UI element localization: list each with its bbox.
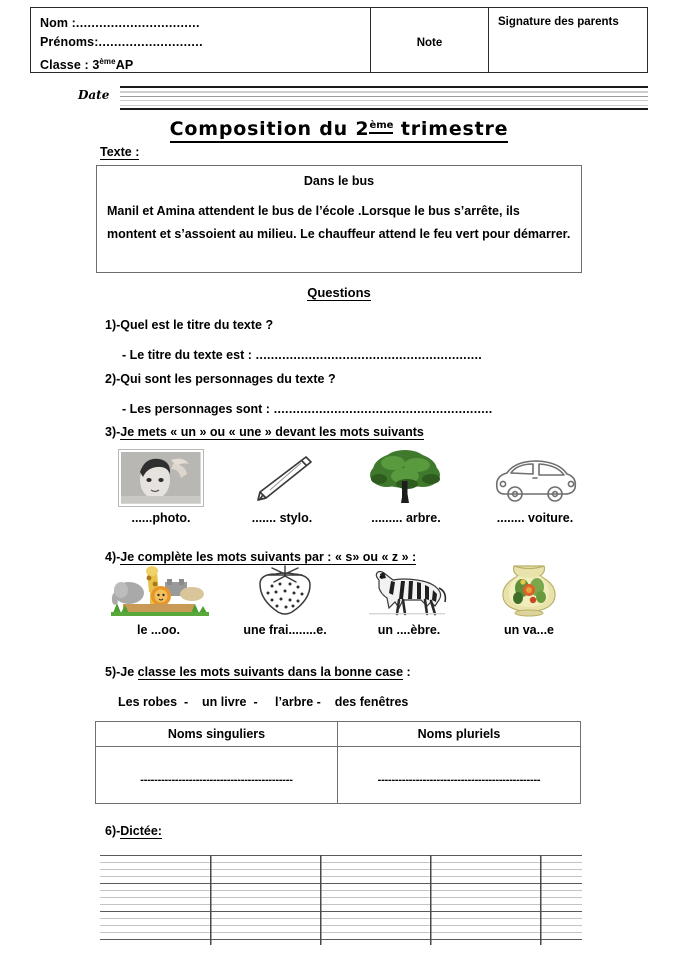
prenoms-label: Prénoms: (40, 35, 99, 49)
reading-text-title: Dans le bus (303, 174, 375, 188)
exercise-4-label-zoo[interactable]: le ...oo. (136, 623, 181, 637)
signature-label: Signature des parents (498, 16, 619, 28)
question-6-text: Dictée: (120, 824, 162, 838)
title-part2: trimestre (393, 118, 508, 143)
strawberry-image (246, 560, 324, 618)
exercise-3-label-photo[interactable]: ......photo. (131, 511, 191, 525)
question-5-colon: : (403, 665, 411, 679)
nom-dots[interactable]: ................................ (75, 16, 200, 30)
answer-cell-plural[interactable]: ----------------------------------------------- (377, 774, 541, 786)
question-3-number: 3)- (105, 425, 121, 439)
question-6 (105, 824, 162, 839)
date-writing-lines[interactable] (120, 86, 648, 110)
photo-portrait-svg (121, 452, 200, 503)
classe-value: AP (115, 58, 134, 73)
column-header-singular: Noms singuliers (96, 722, 338, 746)
exercise-4-item-vase (469, 560, 589, 637)
tree-svg (363, 448, 449, 506)
note-cell[interactable] (371, 8, 489, 72)
date-label: Date (78, 88, 110, 102)
question-3-text: Je mets « un » ou « une » devant les mots suivants (120, 425, 424, 439)
exercise-3-item-stylo (222, 448, 342, 525)
pencil-image (244, 448, 320, 506)
student-identity-table (30, 7, 648, 73)
classe-label: Classe : 3 (40, 58, 100, 73)
reading-text-body: Manil et Amina attendent le bus de l’école .Lorsque le bus s’arrête, ils montent et s’assoient au milieu. Le chauffeur attend le feu vert pour démarrer. (107, 204, 571, 241)
dictation-writing-grid[interactable] (100, 855, 582, 945)
tree-image (363, 448, 449, 506)
note-label: Note (416, 37, 443, 49)
exercise-3-picture-row (100, 448, 600, 525)
question-4-number: 4)- (105, 550, 121, 564)
questions-heading (0, 284, 678, 302)
zoo-animals-image (107, 560, 211, 618)
answer-2-dots: .......................................................... (269, 402, 493, 416)
exercise-5-sorting-table (95, 721, 581, 804)
exercise-4-item-zebre (349, 560, 469, 637)
exercise-4-label-fraise[interactable]: une frai........e. (243, 623, 327, 637)
page-title (0, 118, 678, 140)
exercise-3-item-arbre (342, 448, 470, 525)
texte-section-label: Texte : (100, 145, 140, 159)
reading-text-box (96, 165, 582, 273)
question-1: 1)-Quel est le titre du texte ? (105, 318, 274, 332)
answer-cell-singular[interactable]: -------------------------------------------- (96, 747, 338, 803)
classe-ordinal-suffix: ème (99, 57, 116, 66)
exercise-3-label-stylo[interactable]: ....... stylo. (251, 511, 313, 525)
question-5 (105, 665, 411, 680)
question-6-number: 6)- (105, 824, 121, 838)
answer-2-label: - Les personnages sont : (122, 402, 270, 416)
prenoms-dots[interactable]: ........................... (98, 35, 204, 49)
answer-1-dots: ............................................................ (251, 348, 483, 362)
signature-cell[interactable] (489, 8, 647, 72)
photo-image (119, 448, 203, 506)
page-title-text (170, 118, 509, 143)
question-4-text: Je complète les mots suivants par : « s» ou « z » : (120, 550, 417, 564)
vase-image (492, 560, 566, 618)
nom-label: Nom : (40, 16, 76, 30)
sorting-table-body-row (96, 747, 580, 803)
title-ordinal-suffix: ème (369, 120, 393, 134)
car-outline-svg (487, 454, 583, 506)
question-3 (105, 425, 424, 440)
zebra-image (363, 560, 455, 618)
column-header-plural: Noms pluriels (417, 727, 501, 741)
strawberry-outline-svg (246, 562, 324, 618)
question-2: 2)-Qui sont les personnages du texte ? (105, 372, 336, 386)
title-part1: Composition du 2 (170, 118, 370, 143)
question-5-text: classe les mots suivants dans la bonne case (137, 665, 404, 679)
zebra-svg (363, 562, 455, 618)
answer-line-1[interactable] (122, 348, 482, 362)
answer-1-label: - Le titre du texte est : (122, 348, 252, 362)
zoo-animals-svg (107, 562, 211, 618)
pencil-svg (244, 450, 320, 506)
exercise-4-label-vase[interactable]: un va...e (503, 623, 555, 637)
exercise-4-picture-row (96, 560, 596, 637)
car-image (487, 448, 583, 506)
nom-row (40, 14, 361, 33)
exercise-3-item-voiture (470, 448, 600, 525)
exercise-3-item-photo (100, 448, 222, 525)
exercise-3-label-arbre[interactable]: ......... arbre. (371, 511, 441, 525)
questions-heading-text: Questions (307, 285, 371, 300)
exercise-3-label-voiture[interactable]: ........ voiture. (496, 511, 574, 525)
photo-frame (119, 450, 203, 506)
identity-cell (31, 8, 371, 72)
answer-line-2[interactable] (122, 402, 493, 416)
question-5-number: 5)-Je (105, 665, 138, 679)
classe-row (40, 52, 361, 75)
exercise-4-item-zoo (96, 560, 221, 637)
exercise-4-item-fraise (221, 560, 349, 637)
vase-svg (492, 560, 566, 618)
sorting-table-header-row (96, 722, 580, 747)
exercise-4-label-zebre[interactable]: un ....èbre. (377, 623, 441, 637)
prenoms-row (40, 33, 361, 52)
exercise-5-word-list: Les robes - un livre - l’arbre - des fenêtres (118, 695, 409, 709)
